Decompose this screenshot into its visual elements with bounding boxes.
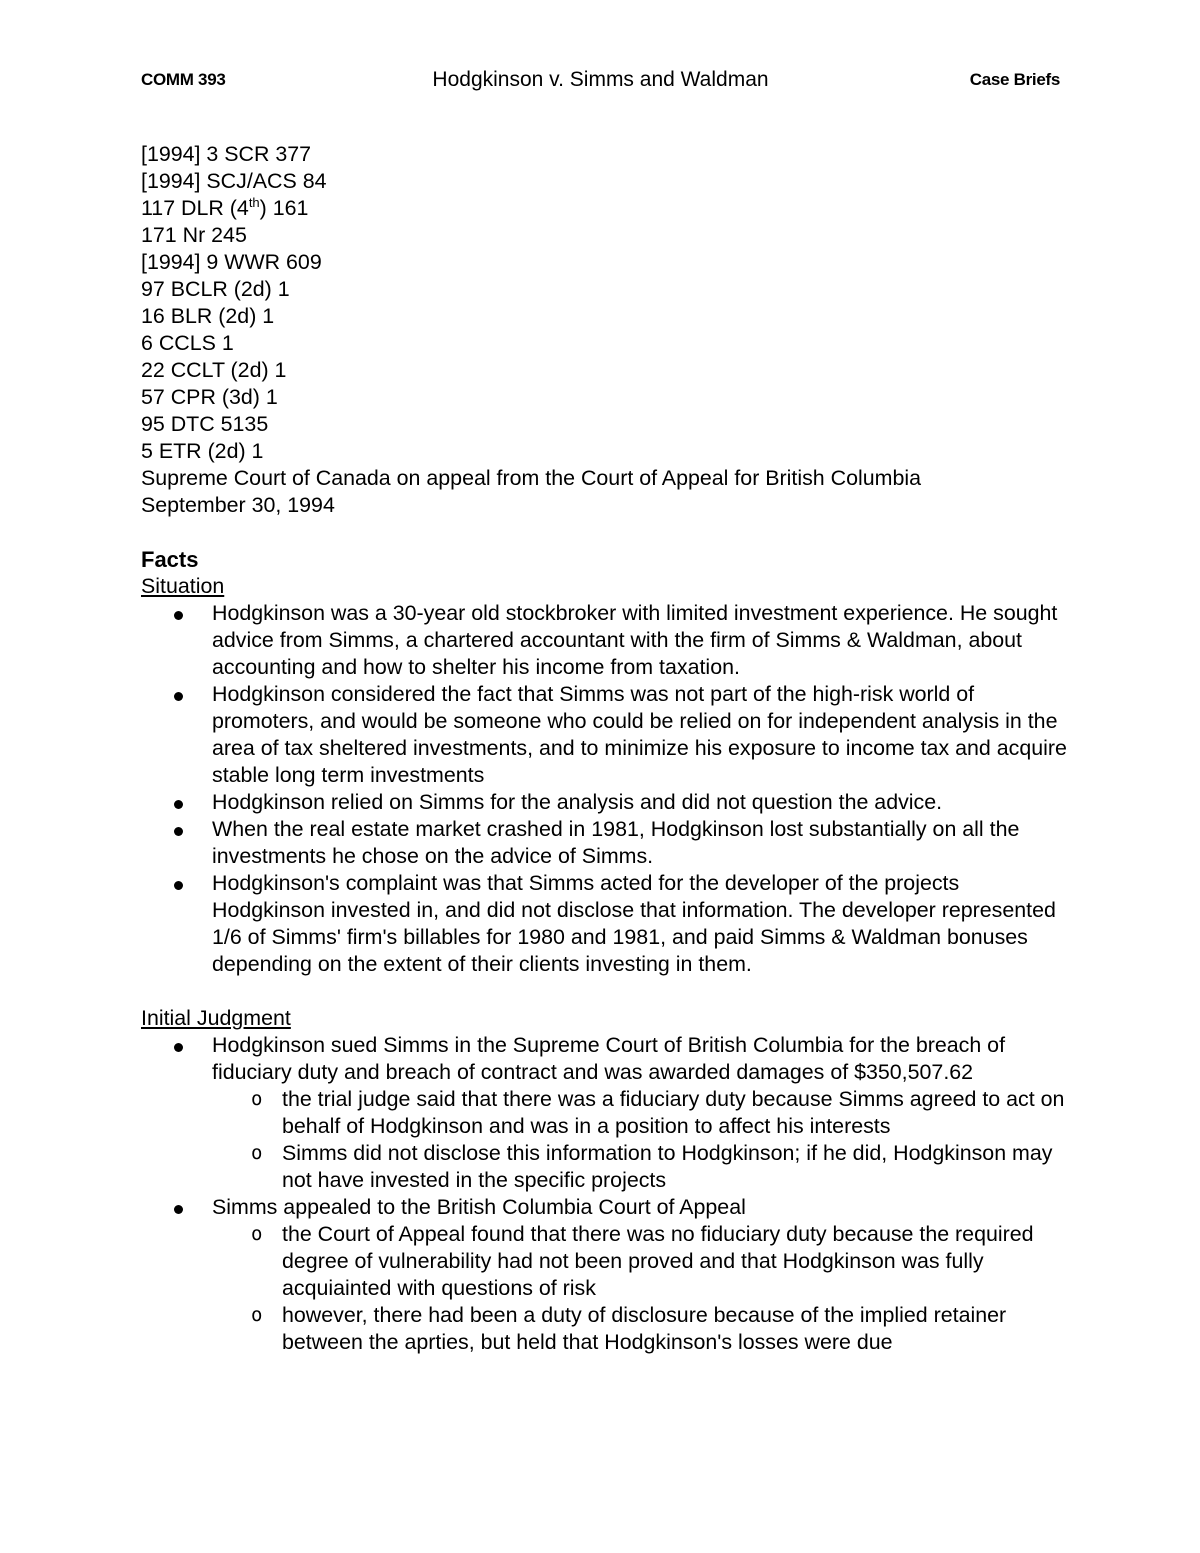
- circle-bullet-icon: o: [251, 1223, 263, 1245]
- bullet-icon: [174, 611, 183, 620]
- list-item-text: Hodgkinson was a 30-year old stockbroker with limited investment experience. He sought advice from Simms, a chartered accountant with the firm of Simms & Waldman, about accounting and how to shelter his income from taxation.: [212, 601, 1058, 679]
- list-item-text: Simms appealed to the British Columbia Court of Appeal: [212, 1195, 746, 1219]
- sub-list-item-text: Simms did not disclose this information to Hodgkinson; if he did, Hodgkinson may not have invested in the specific projects: [282, 1141, 1053, 1192]
- circle-bullet-icon: o: [251, 1142, 263, 1164]
- bullet-icon: [174, 692, 183, 701]
- citation-block: [141, 141, 1071, 519]
- document-title: Hodgkinson v. Simms and Waldman: [432, 68, 769, 91]
- list-item-text: Hodgkinson sued Simms in the Supreme Court of British Columbia for the breach of fiduciary duty and breach of contract and was awarded damages of $350,507.62: [212, 1033, 1006, 1084]
- citation-line: 57 CPR (3d) 1: [141, 385, 278, 409]
- sub-list-item-text: the trial judge said that there was a fiduciary duty because Simms agreed to act on behalf of Hodgkinson and was in a position to affect his interests: [282, 1087, 1065, 1138]
- list-item: [141, 1194, 1071, 1356]
- facts-heading: Facts: [141, 547, 199, 572]
- citation-line: 97 BCLR (2d) 1: [141, 277, 290, 301]
- situation-heading: Situation: [141, 574, 225, 598]
- list-item: [141, 1032, 1071, 1194]
- sub-list-item-text: however, there had been a duty of disclosure because of the implied retainer between the aprties, but held that Hodgkinson's losses were due: [282, 1303, 1007, 1354]
- sub-list-item: [212, 1302, 1071, 1356]
- citation-line: 16 BLR (2d) 1: [141, 304, 275, 328]
- bullet-icon: [174, 800, 183, 809]
- list-item: [141, 681, 1071, 789]
- list-item: [141, 600, 1071, 681]
- citation-line: 171 Nr 245: [141, 223, 247, 247]
- situation-list: [141, 600, 1071, 978]
- list-item-text: Hodgkinson considered the fact that Simms was not part of the high-risk world of promoters, and would be someone who could be relied on for independent analysis in the area of tax sheltered investments, and to minimize his exposure to income tax and acquire stable long term investments: [212, 682, 1067, 787]
- citation-line: [1994] 3 SCR 377: [141, 142, 312, 166]
- superscript: th: [248, 194, 260, 210]
- citation-line: [141, 195, 1071, 222]
- bullet-icon: [174, 827, 183, 836]
- sub-list: [212, 1221, 1071, 1356]
- court-line: Supreme Court of Canada on appeal from the Court of Appeal for British Columbia: [141, 466, 921, 490]
- list-item: [141, 789, 1071, 816]
- citation-line: 6 CCLS 1: [141, 331, 234, 355]
- sub-list-item-text: the Court of Appeal found that there was no fiduciary duty because the required degree of vulnerability had not been proved and that Hodgkinson was fully acquiainted with questions of risk: [282, 1222, 1034, 1300]
- section-label: Case Briefs: [969, 70, 1060, 89]
- citation-text: 117 DLR (4: [141, 196, 249, 220]
- date-line: September 30, 1994: [141, 493, 335, 517]
- list-item-text: Hodgkinson's complaint was that Simms acted for the developer of the projects Hodgkinson invested in, and did not disclose that information. The developer represented 1/6 of Simms' firm's billables for 1980 and 1981, and paid Simms & Waldman bonuses depending on the extent of their clients investing in them.: [212, 871, 1056, 976]
- citation-line: [1994] SCJ/ACS 84: [141, 169, 327, 193]
- circle-bullet-icon: o: [251, 1088, 263, 1110]
- sub-list-item: [212, 1086, 1071, 1140]
- citation-text: ) 161: [259, 196, 309, 220]
- list-item: [141, 870, 1071, 978]
- citation-line: 5 ETR (2d) 1: [141, 439, 264, 463]
- list-item-text: Hodgkinson relied on Simms for the analysis and did not question the advice.: [212, 790, 943, 814]
- document-body: [141, 141, 1071, 1356]
- list-item-text: When the real estate market crashed in 1981, Hodgkinson lost substantially on all the investments he chose on the advice of Simms.: [212, 817, 1020, 868]
- citation-line: [1994] 9 WWR 609: [141, 250, 322, 274]
- sub-list-item: [212, 1140, 1071, 1194]
- sub-list: [212, 1086, 1071, 1194]
- initial-judgment-list: [141, 1032, 1071, 1356]
- bullet-icon: [174, 1043, 183, 1052]
- bullet-icon: [174, 1205, 183, 1214]
- citation-line: 95 DTC 5135: [141, 412, 269, 436]
- course-code: COMM 393: [141, 70, 226, 89]
- sub-list-item: [212, 1221, 1071, 1302]
- list-item: [141, 816, 1071, 870]
- page-header: [141, 70, 1060, 96]
- initial-judgment-heading: Initial Judgment: [141, 1006, 291, 1030]
- circle-bullet-icon: o: [251, 1304, 263, 1326]
- citation-line: 22 CCLT (2d) 1: [141, 358, 287, 382]
- bullet-icon: [174, 881, 183, 890]
